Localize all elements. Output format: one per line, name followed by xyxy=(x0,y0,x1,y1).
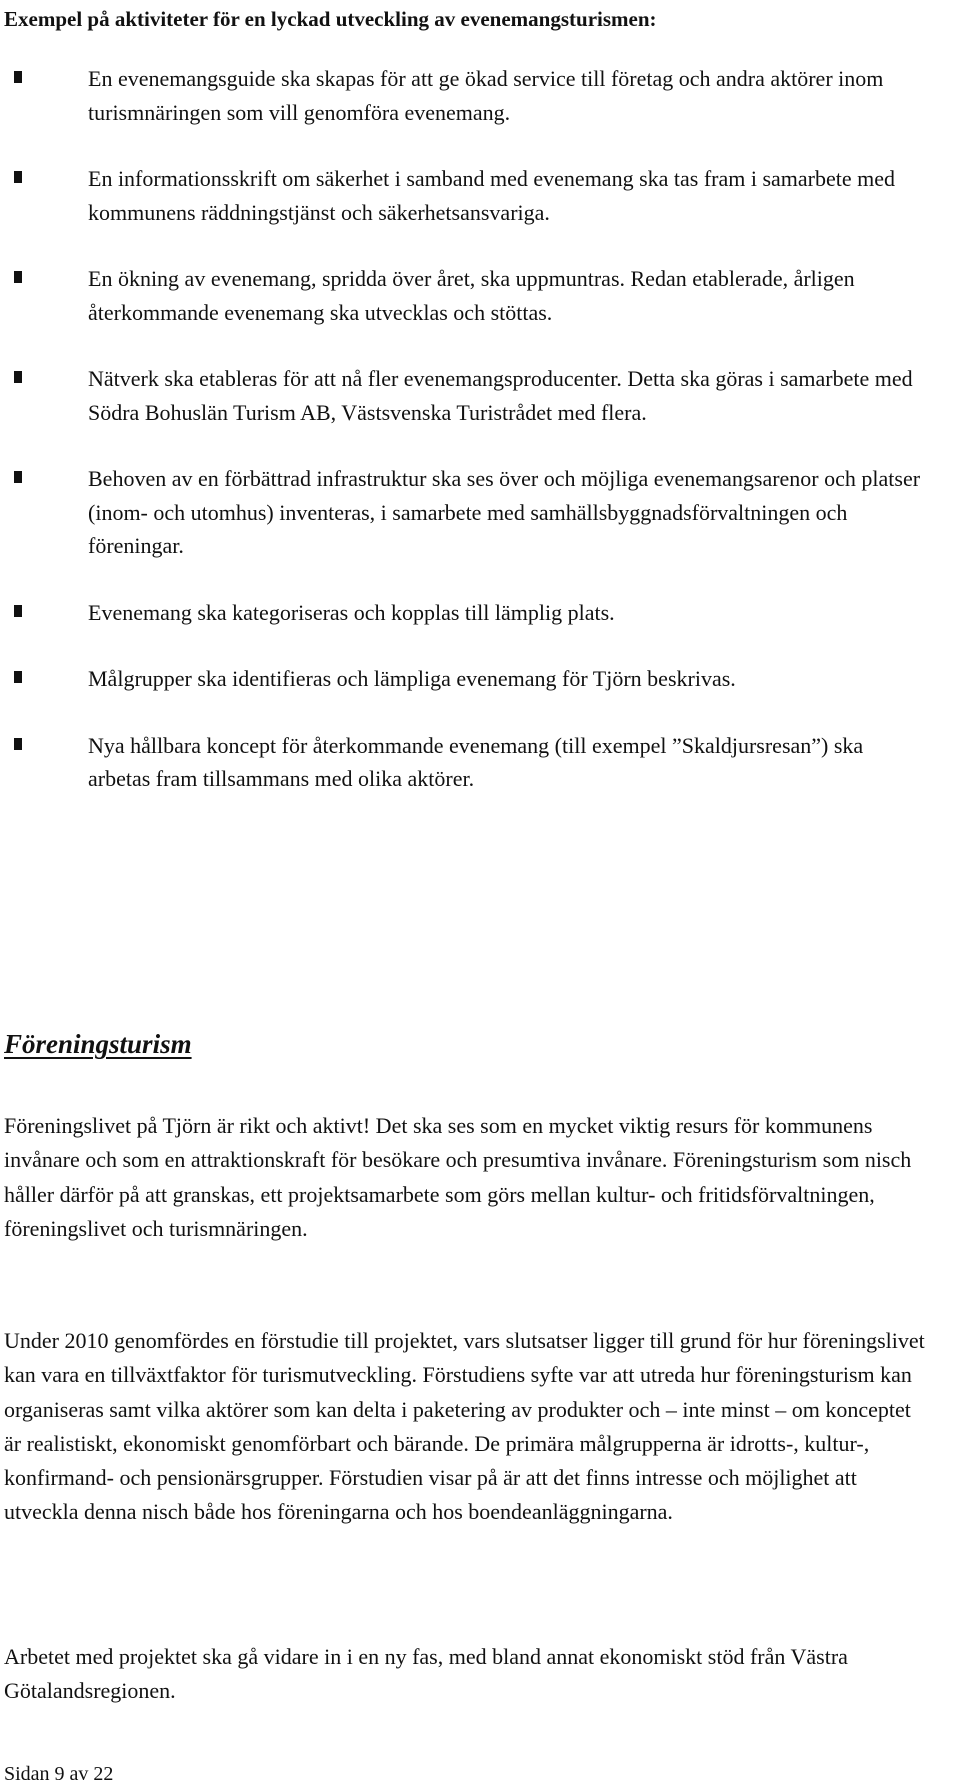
list-item xyxy=(0,62,928,129)
list-item xyxy=(0,262,928,329)
list-item-text: En informationsskrift om säkerhet i samband med evenemang ska tas fram i samarbete med kommunens räddningstjänst och säkerhetsansvariga. xyxy=(88,166,896,225)
list-item-text: Målgrupper ska identifieras och lämpliga evenemang för Tjörn beskrivas. xyxy=(88,666,736,691)
paragraph-intro: Föreningslivet på Tjörn är rikt och aktivt! Det ska ses som en mycket viktig resurs för kommunens invånare och som en attraktionskraft för besökare och presumtiva invånare. Föreningsturism som nisch håller därför på att granskas, ett projektsamarbete som görs mellan kultur- och fritidsförvaltningen, föreningslivet och turismnäringen. xyxy=(4,1113,912,1241)
list-item xyxy=(0,729,928,796)
list-item-text: En ökning av evenemang, spridda över året, ska uppmuntras. Redan etablerade, årligen återkommande evenemang ska utvecklas och stöttas. xyxy=(88,266,855,325)
list-item xyxy=(0,362,928,429)
square-bullet-icon xyxy=(14,271,22,283)
square-bullet-icon xyxy=(14,371,22,383)
paragraph-next-phase: Arbetet med projektet ska gå vidare in i en ny fas, med bland annat ekonomiskt stöd från Västra Götalandsregionen. xyxy=(4,1644,848,1704)
list-item-text: Nya hållbara koncept för återkommande evenemang (till exempel ”Skaldjursresan”) ska arbetas fram tillsammans med olika aktörer. xyxy=(88,732,864,791)
list-heading: Exempel på aktiviteter för en lyckad utveckling av evenemangsturismen: xyxy=(4,7,657,31)
section-title: Föreningsturism xyxy=(4,1029,192,1059)
square-bullet-icon xyxy=(14,471,22,483)
activity-list xyxy=(0,62,940,829)
list-item-text: Nätverk ska etableras för att nå fler evenemangsproducenter. Detta ska göras i samarbete med Södra Bohuslän Turism AB, Västsvenska Turistrådet med flera. xyxy=(88,366,913,425)
square-bullet-icon xyxy=(14,671,22,683)
list-item xyxy=(0,462,928,563)
square-bullet-icon xyxy=(14,71,22,83)
list-item xyxy=(0,162,928,229)
paragraph-prestudy: Under 2010 genomfördes en förstudie till projektet, vars slutsatser ligger till grund för hur föreningslivet kan vara en tillväxtfaktor för turismutveckling. Förstudiens syfte var att utreda hur föreningsturism kan organiseras samt vilka aktörer som kan delta i paketering av produkter och – inte minst – om konceptet är realistiskt, ekonomiskt genomförbart och bärande. De primära målgrupperna är idrotts-, kultur-, konfirmand- och pensionärsgrupper. Förstudien visar på är att det finns intresse och möjlighet att utveckla denna nisch både hos föreningarna och hos boendeanläggningarna. xyxy=(4,1328,925,1525)
list-item-text: Evenemang ska kategoriseras och kopplas till lämplig plats. xyxy=(88,599,615,625)
square-bullet-icon xyxy=(14,738,22,750)
list-item-text: En evenemangsguide ska skapas för att ge ökad service till företag och andra aktörer inom turismnäringen som vill genomföra evenemang. xyxy=(88,66,884,125)
list-item xyxy=(0,596,928,630)
list-item-text: Behoven av en förbättrad infrastruktur ska ses över och möjliga evenemangsarenor och platser (inom- och utomhus) inventeras, i samarbete med samhällsbyggnadsförvaltningen och föreningar. xyxy=(88,466,921,558)
square-bullet-icon xyxy=(14,605,22,617)
list-item xyxy=(0,662,928,696)
page-number: Sidan 9 av 22 xyxy=(4,1763,114,1785)
square-bullet-icon xyxy=(14,171,22,183)
